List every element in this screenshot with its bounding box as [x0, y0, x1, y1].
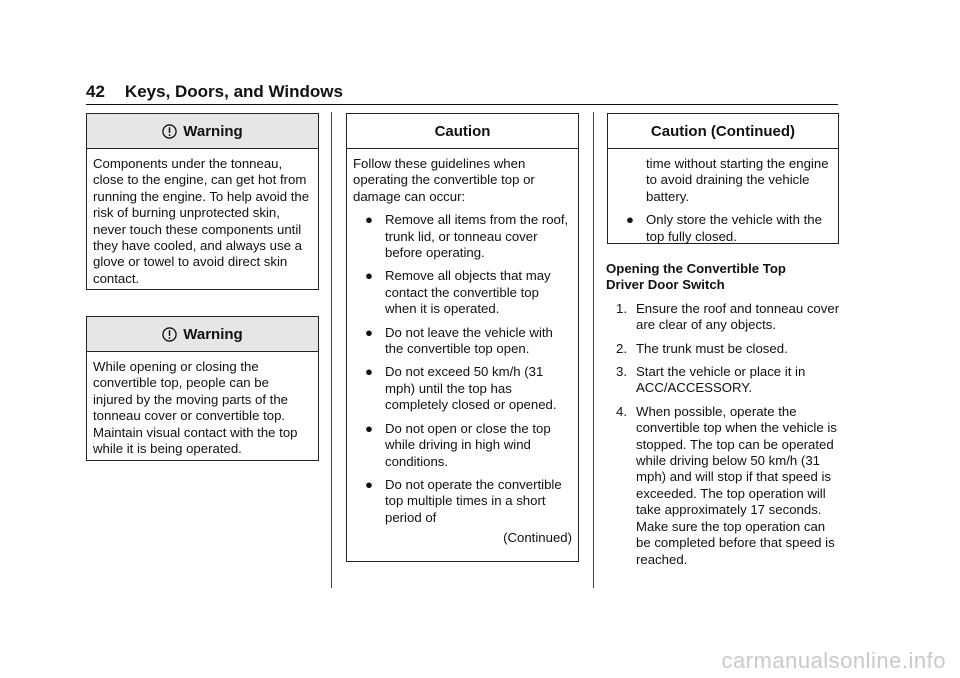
- list-item: [606, 341, 840, 357]
- list-item: [353, 212, 572, 261]
- caution-list: [614, 212, 832, 245]
- step-text: The trunk must be closed.: [636, 340, 788, 356]
- warning-box-tonneau: [86, 113, 319, 290]
- list-item: [606, 404, 840, 568]
- steps-list: [606, 301, 840, 568]
- caution-list: [353, 212, 572, 526]
- list-item-text: Remove all items from the roof, trunk lid, or tonneau cover before operating.: [385, 212, 569, 261]
- watermark: carmanualsonline.info: [721, 648, 946, 673]
- list-item-text: Remove all objects that may contact the convertible top when it is operated.: [385, 268, 551, 317]
- warning-icon: [162, 327, 177, 342]
- bullet-icon: ●: [365, 324, 373, 340]
- page-header: [86, 82, 838, 105]
- caution-intro: Follow these guidelines when operating the convertible top or damage can occur:: [353, 156, 535, 204]
- warning-title: Warning: [183, 325, 243, 343]
- list-item-text: Do not exceed 50 km/h (31 mph) until the top has completely closed or opened.: [385, 364, 557, 413]
- page-number: 42: [86, 82, 105, 101]
- column-divider-2: [593, 112, 594, 588]
- warning-title-bar: [87, 317, 318, 352]
- step-number: 4.: [616, 403, 627, 419]
- step-text: When possible, operate the convertible top when the vehicle is stopped. The top can be operated while driving below 50 km/h (31 mph) and will stop if that speed is exceeded. The top operation will take approximately 17 seconds. Make sure the top operation can be completed before that speed is reached.: [636, 403, 837, 567]
- section-subheading: Driver Door Switch: [606, 277, 725, 293]
- list-item-text: Do not open or close the top while driving in high wind conditions.: [385, 420, 551, 469]
- warning-text: Components under the tonneau, close to the engine, can get hot from running the engine. To help avoid the risk of burning unprotected skin, never touch these components until they have cooled, and always use a glove or towel to avoid direct skin contact.: [93, 156, 310, 286]
- step-number: 1.: [616, 300, 627, 316]
- list-item-text: Only store the vehicle with the top fully closed.: [646, 212, 822, 244]
- list-item: [614, 212, 832, 245]
- warning-icon: [162, 124, 177, 139]
- continued-label: (Continued): [503, 530, 572, 546]
- caution-title: Caution: [434, 122, 491, 140]
- list-item: [353, 364, 572, 413]
- list-item: [353, 477, 572, 526]
- list-item: [353, 325, 572, 358]
- list-item-text: Do not leave the vehicle with the convertible top open.: [385, 324, 553, 357]
- list-item: [606, 301, 840, 334]
- list-item: [606, 364, 840, 397]
- caution-continuation-text: time without starting the engine to avoid draining the vehicle battery.: [646, 156, 829, 204]
- caution-title-bar: [608, 114, 838, 149]
- warning-title-bar: [87, 114, 318, 149]
- bullet-icon: ●: [365, 212, 373, 228]
- section-opening-top: [606, 261, 840, 568]
- column-divider-1: [331, 112, 332, 588]
- caution-box-continued: [607, 113, 839, 244]
- bullet-icon: ●: [365, 364, 373, 380]
- caution-title-bar: [347, 114, 578, 149]
- step-text: Start the vehicle or place it in ACC/ACCESSORY.: [636, 364, 806, 396]
- bullet-icon: ●: [365, 476, 373, 492]
- chapter-title: Keys, Doors, and Windows: [124, 82, 343, 101]
- caution-box-guidelines: [346, 113, 579, 562]
- bullet-icon: ●: [626, 212, 634, 228]
- step-text: Ensure the roof and tonneau cover are clear of any objects.: [636, 300, 840, 333]
- caution-title: Caution (Continued): [650, 122, 796, 140]
- warning-box-moving-parts: [86, 316, 319, 461]
- step-number: 2.: [616, 340, 627, 356]
- bullet-icon: ●: [365, 420, 373, 436]
- bullet-icon: ●: [365, 268, 373, 284]
- list-item: [353, 421, 572, 470]
- list-item-text: Do not operate the convertible top multiple times in a short period of: [385, 476, 562, 525]
- warning-text: While opening or closing the convertible top, people can be injured by the moving parts of the tonneau cover or convertible top. Maintain visual contact with the top while it is being operated.: [93, 359, 298, 457]
- list-item: [353, 268, 572, 317]
- warning-title: Warning: [183, 122, 243, 140]
- step-number: 3.: [616, 364, 627, 380]
- section-heading: Opening the Convertible Top: [606, 261, 786, 276]
